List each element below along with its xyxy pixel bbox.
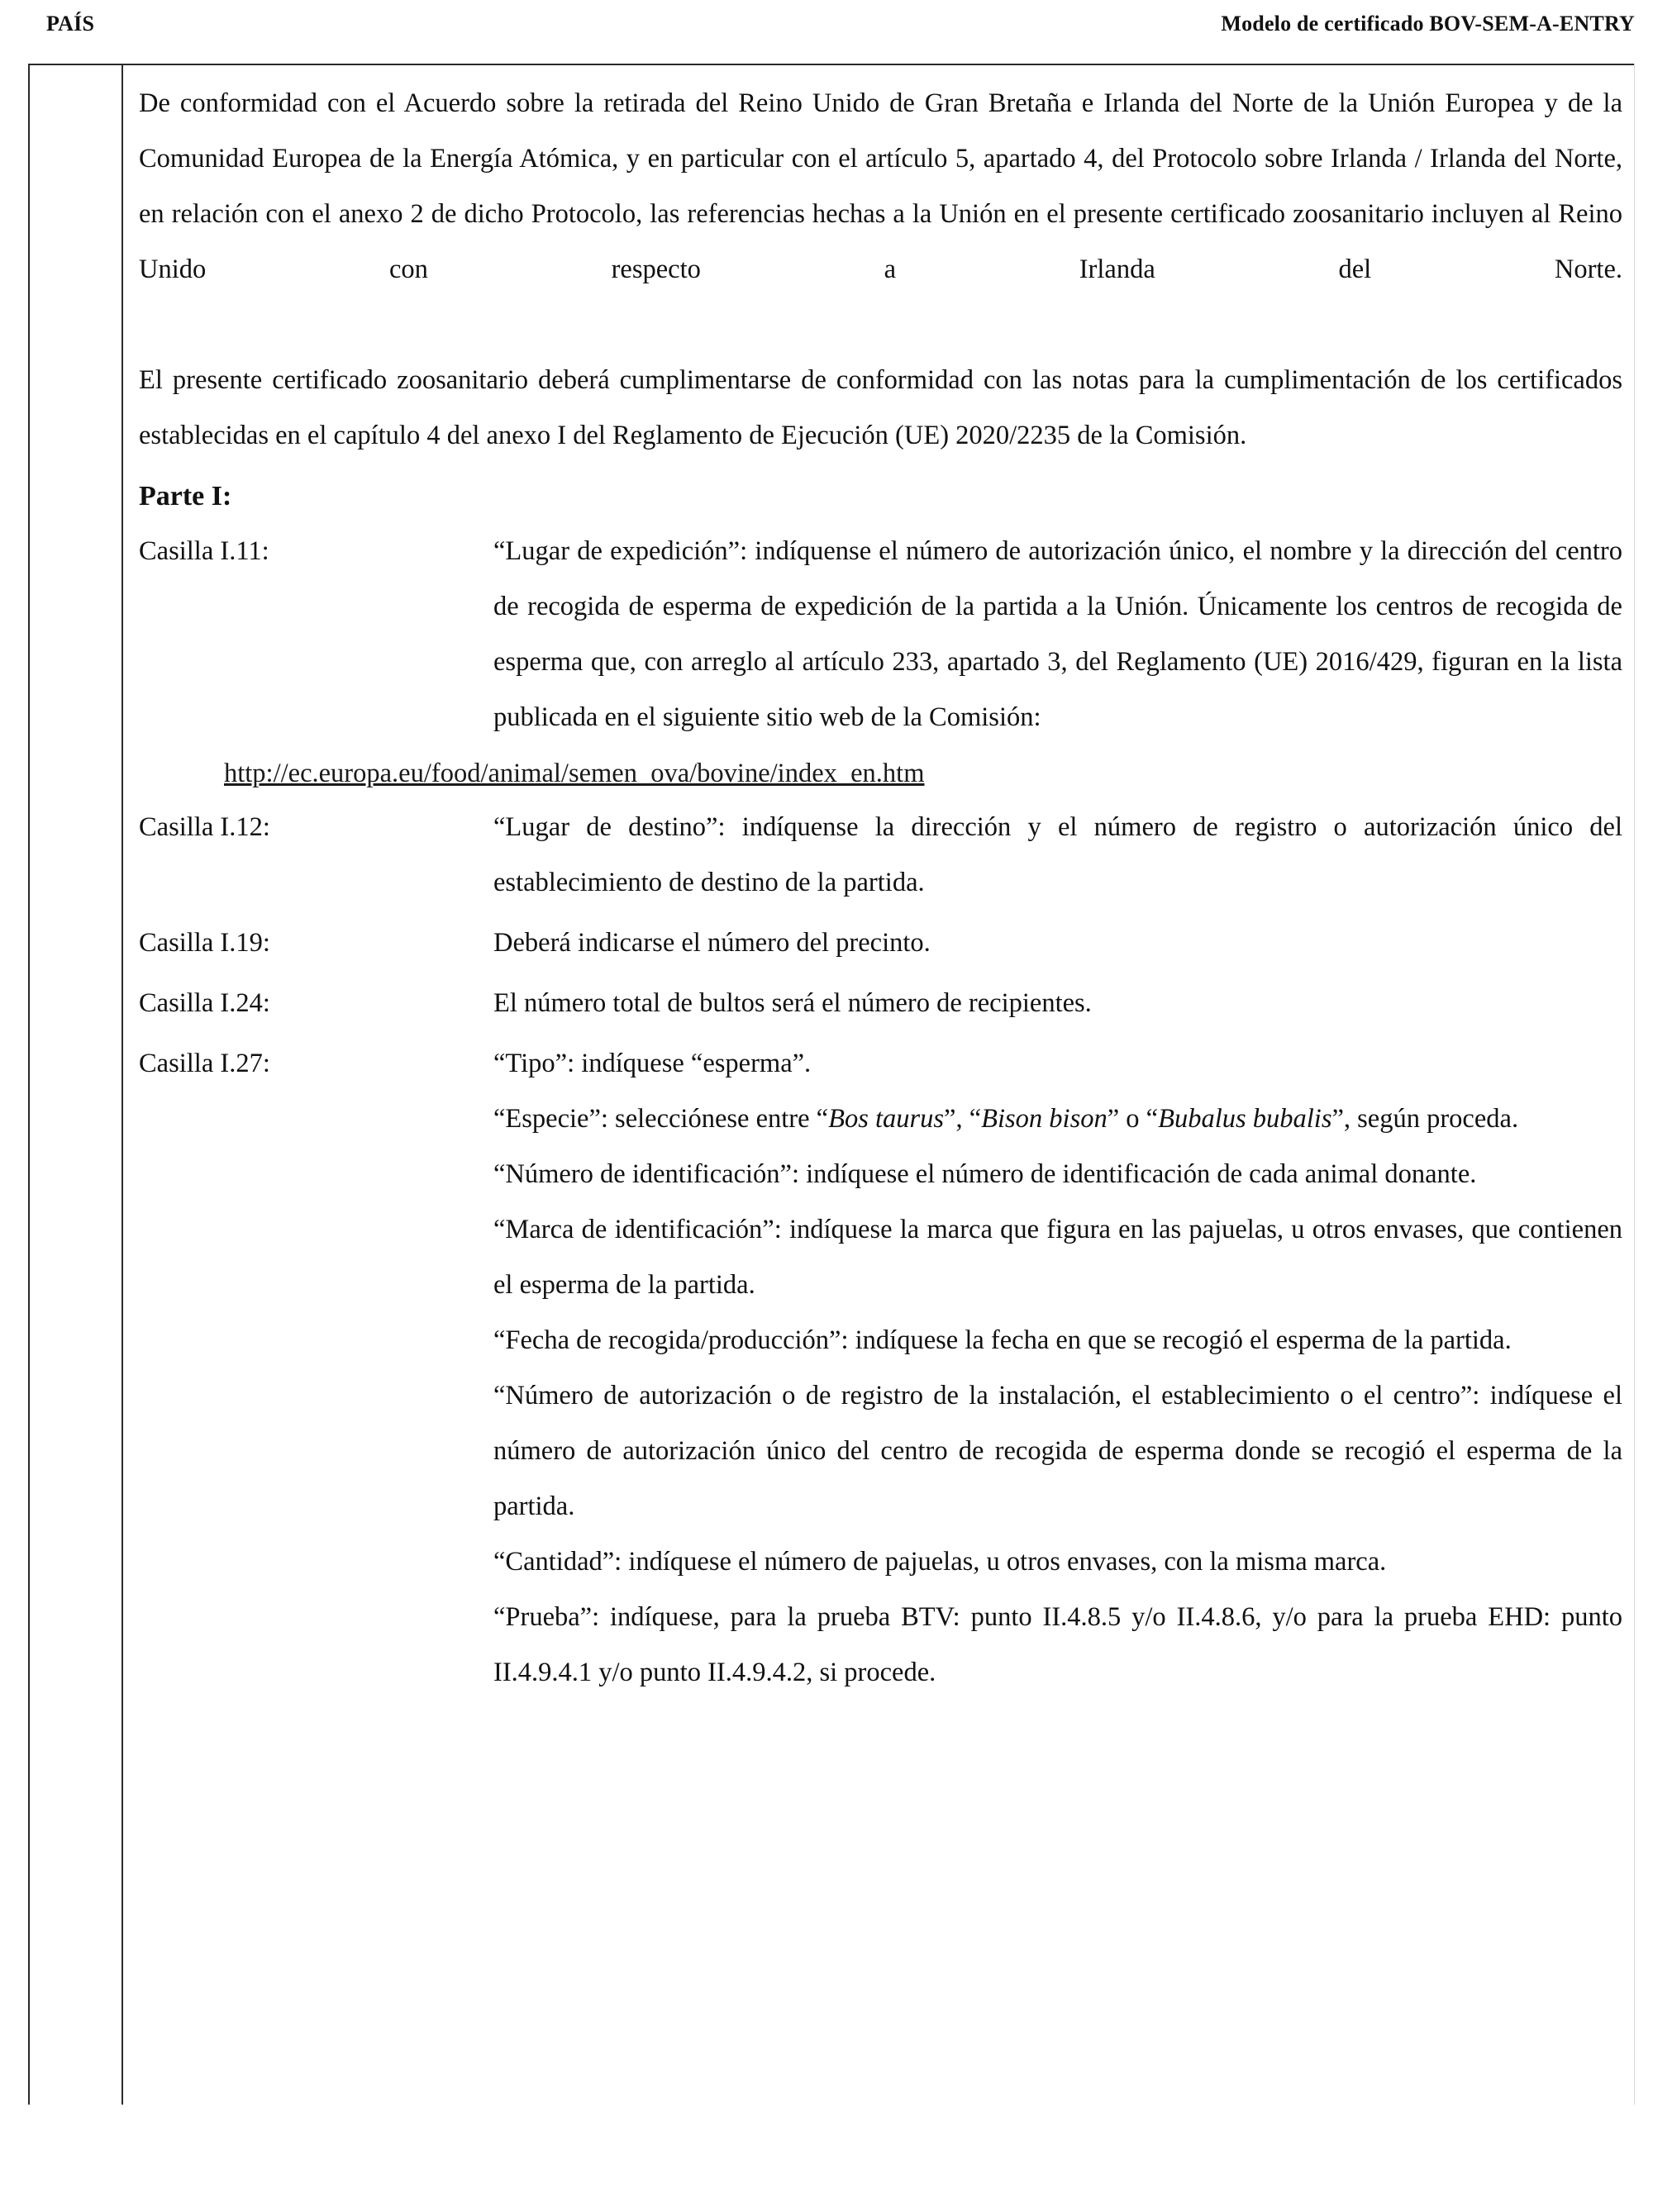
box-text-i27-id-number: “Número de identificación”: indíquese el número de identificación de cada animal donante. <box>493 1159 1477 1189</box>
box-label-i12: Casilla I.12: <box>139 812 270 842</box>
header-country: PAÍS <box>46 12 95 36</box>
species-bison-bison: Bison bison <box>981 1104 1108 1134</box>
box-row-i19 <box>139 916 1622 971</box>
box-row-i12 <box>139 800 1622 911</box>
box-text-i27-date: “Fecha de recogida/producción”: indíquese la fecha en que se recogió el esperma de la partida. <box>493 1325 1512 1355</box>
box-row-i24 <box>139 976 1622 1031</box>
box-text-i27-quantity: “Cantidad”: indíquese el número de pajuelas, u otros envases, con la misma marca. <box>493 1547 1387 1577</box>
box-text-i27-test: “Prueba”: indíquese, para la prueba BTV: punto II.4.8.5 y/o II.4.8.6, y/o para la prueba EHD: punto II.4.9.4.1 y/o punto II.4.9.4.2, si procede. <box>493 1602 1622 1687</box>
box-text-i27-species: “Especie”: selecciónese entre “Bos taurus”, “Bison bison” o “Bubalus bubalis”, según proceda. <box>493 1104 1519 1134</box>
box-text-i27-id-mark: “Marca de identificación”: indíquese la marca que figura en las pajuelas, u otros envases, que contienen el esperma de la partida. <box>493 1215 1622 1300</box>
commission-website-link[interactable]: http://ec.europa.eu/food/animal/semen_ova/bovine/index_en.htm <box>224 759 925 788</box>
box-text-i27-type: “Tipo”: indíquese “esperma”. <box>493 1049 812 1078</box>
species-bos-taurus: Bos taurus <box>828 1104 945 1134</box>
box-text-i27-approval: “Número de autorización o de registro de la instalación, el establecimiento o el centro”: indíquese el número de autorización único del centro de recogida de esperma donde se recogió el esperma de la partida. <box>493 1381 1622 1521</box>
box-text-i24: El número total de bultos será el número de recipientes. <box>493 988 1092 1018</box>
part-1-heading: Parte I: <box>139 481 232 511</box>
box-text-i19: Deberá indicarse el número del precinto. <box>493 928 931 958</box>
box-label-i11: Casilla I.11: <box>139 536 269 566</box>
intro-paragraph-2: El presente certificado zoosanitario deberá cumplimentarse de conformidad con las notas para la cumplimentación de los certificados establecidas en el capítulo 4 del anexo I del Reglamento de Ejecución (UE) 2020/2235 de la Comisión. <box>139 365 1622 450</box>
header-model-title: Modelo de certificado BOV-SEM-A-ENTRY <box>1221 12 1635 36</box>
box-row-i27 <box>139 1036 1622 1701</box>
frame-top-border <box>28 64 1635 65</box>
frame-inner-border <box>121 64 123 2105</box>
frame-left-border <box>28 64 30 2105</box>
box-label-i24: Casilla I.24: <box>139 988 270 1018</box>
certificate-notes <box>139 76 1622 1701</box>
intro-paragraph-1: De conformidad con el Acuerdo sobre la retirada del Reino Unido de Gran Bretaña e Irlanda del Norte de la Unión Europea y de la Comunidad Europea de la Energía Atómica, y en particular con el artículo 5, apartado 4, del Protocolo sobre Irlanda / Irlanda del Norte, en relación con el anexo 2 de dicho Protocolo, las referencias hechas a la Unión en el presente certificado zoosanitario incluyen al Reino Unido con respecto a Irlanda del Norte. <box>139 88 1622 284</box>
box-label-i27: Casilla I.27: <box>139 1049 270 1078</box>
box-label-i19: Casilla I.19: <box>139 928 270 958</box>
species-bubalus-bubalis: Bubalus bubalis <box>1158 1104 1332 1134</box>
box-row-i11 <box>139 524 1622 745</box>
box-text-i12: “Lugar de destino”: indíquense la dirección y el número de registro o autorización único del establecimiento de destino de la partida. <box>493 812 1622 897</box>
commission-website-line <box>139 749 1622 798</box>
box-text-i11: “Lugar de expedición”: indíquense el número de autorización único, el nombre y la dirección del centro de recogida de esperma de expedición de la partida a la Unión. Únicamente los centros de recogida de esperma que, con arreglo al artículo 233, apartado 3, del Reglamento (UE) 2016/429, figuran en la lista publicada en el siguiente sitio web de la Comisión: <box>493 536 1622 732</box>
frame-right-border <box>1634 64 1635 2105</box>
